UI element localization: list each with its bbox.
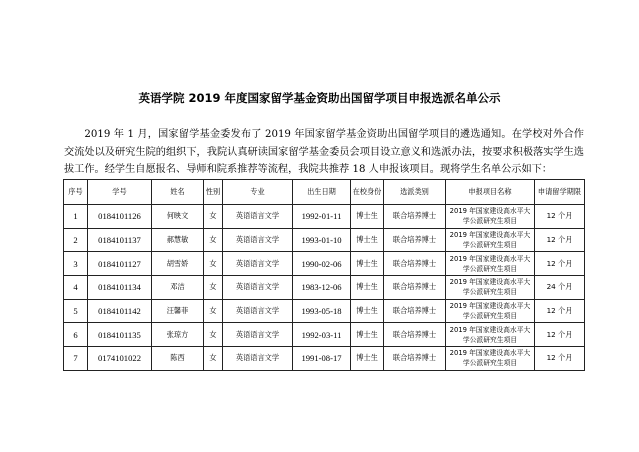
cell-name: 郝慧敏 xyxy=(152,228,204,252)
table-row xyxy=(64,347,585,371)
student-roster-table xyxy=(63,179,585,371)
cell-student-id: 0184101134 xyxy=(88,276,152,300)
cell-duration: 12 个月 xyxy=(535,347,585,371)
cell-duration: 12 个月 xyxy=(535,205,585,229)
cell-duration: 12 个月 xyxy=(535,228,585,252)
cell-student-id: 0184101142 xyxy=(88,299,152,323)
document-title: 英语学院 2019 年度国家留学基金资助出国留学项目申报选派名单公示 xyxy=(138,91,501,105)
header-student-id: 学号 xyxy=(88,180,152,205)
cell-project: 2019 年国家建设高水平大学公派研究生项目 xyxy=(446,299,535,323)
cell-name: 张琼方 xyxy=(152,323,204,347)
cell-dob: 1983-12-06 xyxy=(293,276,351,300)
cell-major: 英语语言文学 xyxy=(223,347,293,371)
header-project: 申报项目名称 xyxy=(446,180,535,205)
cell-category: 联合培养博士 xyxy=(384,276,446,300)
cell-gender: 女 xyxy=(204,347,223,371)
cell-student-id: 0184101135 xyxy=(88,323,152,347)
cell-project: 2019 年国家建设高水平大学公派研究生项目 xyxy=(446,205,535,229)
cell-gender: 女 xyxy=(204,276,223,300)
cell-name: 陈西 xyxy=(152,347,204,371)
cell-category: 联合培养博士 xyxy=(384,205,446,229)
cell-status: 博士生 xyxy=(351,252,384,276)
cell-duration: 12 个月 xyxy=(535,299,585,323)
cell-no: 6 xyxy=(64,323,88,347)
cell-major: 英语语言文学 xyxy=(223,299,293,323)
cell-gender: 女 xyxy=(204,228,223,252)
cell-no: 3 xyxy=(64,252,88,276)
cell-project: 2019 年国家建设高水平大学公派研究生项目 xyxy=(446,228,535,252)
cell-major: 英语语言文学 xyxy=(223,228,293,252)
cell-project: 2019 年国家建设高水平大学公派研究生项目 xyxy=(446,323,535,347)
cell-name: 胡雪娇 xyxy=(152,252,204,276)
header-name: 姓名 xyxy=(152,180,204,205)
cell-dob: 1992-03-11 xyxy=(293,323,351,347)
cell-category: 联合培养博士 xyxy=(384,347,446,371)
table-row xyxy=(64,228,585,252)
table-row xyxy=(64,323,585,347)
cell-no: 5 xyxy=(64,299,88,323)
table-header-row xyxy=(64,180,585,205)
cell-dob: 1992-01-11 xyxy=(293,205,351,229)
cell-dob: 1991-08-17 xyxy=(293,347,351,371)
header-category: 选派类别 xyxy=(384,180,446,205)
announcement-paragraph: 2019 年 1 月，国家留学基金委发布了 2019 年国家留学基金资助出国留学项目的遴选通知。在学校对外合作交流处以及研究生院的组织下，我院认真研读国家留学基金委员会项目设立意义和选派办法，按要求积极落实学生选拔工作。经学生自愿报名、导师和院系推荐等流程，我院共推荐 18 人申报该项目。现将学生名单公示如下： xyxy=(64,129,584,175)
cell-project: 2019 年国家建设高水平大学公派研究生项目 xyxy=(446,252,535,276)
cell-status: 博士生 xyxy=(351,323,384,347)
cell-major: 英语语言文学 xyxy=(223,323,293,347)
cell-dob: 1993-01-10 xyxy=(293,228,351,252)
cell-gender: 女 xyxy=(204,252,223,276)
cell-duration: 12 个月 xyxy=(535,323,585,347)
header-no: 序号 xyxy=(64,180,88,205)
header-duration: 申请留学期限 xyxy=(535,180,585,205)
cell-status: 博士生 xyxy=(351,205,384,229)
header-gender: 性别 xyxy=(204,180,223,205)
table-row xyxy=(64,205,585,229)
cell-gender: 女 xyxy=(204,299,223,323)
cell-category: 联合培养博士 xyxy=(384,252,446,276)
cell-major: 英语语言文学 xyxy=(223,252,293,276)
cell-category: 联合培养博士 xyxy=(384,299,446,323)
table-body xyxy=(64,205,585,371)
cell-student-id: 0184101137 xyxy=(88,228,152,252)
cell-status: 博士生 xyxy=(351,347,384,371)
table-row xyxy=(64,299,585,323)
cell-duration: 24 个月 xyxy=(535,276,585,300)
table-row xyxy=(64,276,585,300)
cell-status: 博士生 xyxy=(351,228,384,252)
cell-duration: 12 个月 xyxy=(535,252,585,276)
cell-gender: 女 xyxy=(204,323,223,347)
cell-dob: 1993-05-18 xyxy=(293,299,351,323)
header-major: 专业 xyxy=(223,180,293,205)
cell-no: 7 xyxy=(64,347,88,371)
cell-student-id: 0174101022 xyxy=(88,347,152,371)
cell-name: 何映文 xyxy=(152,205,204,229)
cell-student-id: 0184101127 xyxy=(88,252,152,276)
cell-no: 2 xyxy=(64,228,88,252)
cell-name: 邓洁 xyxy=(152,276,204,300)
cell-student-id: 0184101126 xyxy=(88,205,152,229)
table-row xyxy=(64,252,585,276)
cell-dob: 1990-02-06 xyxy=(293,252,351,276)
cell-status: 博士生 xyxy=(351,276,384,300)
cell-gender: 女 xyxy=(204,205,223,229)
cell-name: 汪馨菲 xyxy=(152,299,204,323)
cell-category: 联合培养博士 xyxy=(384,323,446,347)
cell-major: 英语语言文学 xyxy=(223,276,293,300)
cell-no: 4 xyxy=(64,276,88,300)
cell-major: 英语语言文学 xyxy=(223,205,293,229)
cell-project: 2019 年国家建设高水平大学公派研究生项目 xyxy=(446,347,535,371)
header-status: 在校身份 xyxy=(351,180,384,205)
cell-category: 联合培养博士 xyxy=(384,228,446,252)
cell-project: 2019 年国家建设高水平大学公派研究生项目 xyxy=(446,276,535,300)
cell-no: 1 xyxy=(64,205,88,229)
header-dob: 出生日期 xyxy=(293,180,351,205)
cell-status: 博士生 xyxy=(351,299,384,323)
